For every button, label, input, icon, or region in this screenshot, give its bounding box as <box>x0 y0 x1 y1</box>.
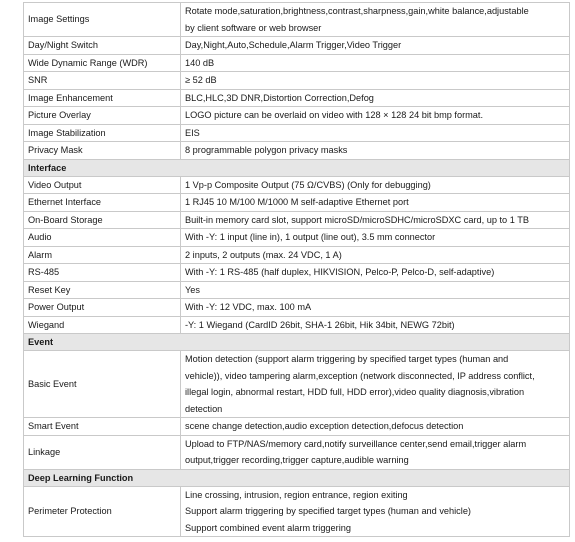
spec-label: Reset Key <box>24 281 181 299</box>
spec-row <box>24 89 570 107</box>
spec-value-line: Support alarm triggering by specified target types (human and vehicle) <box>185 506 471 516</box>
spec-label: Wide Dynamic Range (WDR) <box>24 54 181 72</box>
spec-row <box>24 486 570 537</box>
spec-label: RS-485 <box>24 264 181 282</box>
spec-label: Audio <box>24 229 181 247</box>
spec-value <box>181 54 570 72</box>
spec-value <box>181 124 570 142</box>
spec-value <box>181 299 570 317</box>
spec-table-body <box>24 3 570 537</box>
spec-label: Video Output <box>24 176 181 194</box>
spec-row <box>24 176 570 194</box>
spec-label: Basic Event <box>24 351 181 418</box>
spec-value-line: With -Y: 1 RS-485 (half duplex, HIKVISION, Pelco-P, Pelco-D, self-adaptive) <box>185 267 495 277</box>
spec-value-line: Day,Night,Auto,Schedule,Alarm Trigger,Video Trigger <box>185 40 402 50</box>
spec-value-line: LOGO picture can be overlaid on video with 128 × 128 24 bit bmp format. <box>185 110 483 120</box>
spec-row <box>24 194 570 212</box>
spec-value-line: scene change detection,audio exception detection,defocus detection <box>185 421 464 431</box>
spec-label: Perimeter Protection <box>24 486 181 537</box>
spec-label: Picture Overlay <box>24 107 181 125</box>
section-title: Event <box>24 334 570 351</box>
spec-value-line: -Y: 1 Wiegand (CardID 26bit, SHA-1 26bit, Hik 34bit, NEWG 72bit) <box>185 319 455 330</box>
spec-label: Image Settings <box>24 3 181 37</box>
section-header-row <box>24 334 570 351</box>
spec-row <box>24 107 570 125</box>
spec-value-line: Yes <box>185 284 200 295</box>
spec-row <box>24 3 570 37</box>
spec-label: Linkage <box>24 435 181 469</box>
spec-row <box>24 142 570 160</box>
spec-value <box>181 37 570 55</box>
spec-value-line: Motion detection (support alarm triggering by specified target types (human and <box>185 354 509 364</box>
spec-value-line: Upload to FTP/NAS/memory card,notify surveillance center,send email,trigger alarm <box>185 438 527 449</box>
spec-value-line: output,trigger recording,trigger capture,audible warning <box>185 455 409 465</box>
spec-value <box>181 281 570 299</box>
spec-label: Alarm <box>24 246 181 264</box>
section-header-row <box>24 469 570 486</box>
spec-label: Power Output <box>24 299 181 317</box>
section-title: Interface <box>24 159 570 176</box>
spec-row <box>24 229 570 247</box>
spec-value-line: Line crossing, intrusion, region entrance, region exiting <box>185 489 408 500</box>
spec-value-line: 2 inputs, 2 outputs (max. 24 VDC, 1 A) <box>185 249 342 260</box>
spec-label: SNR <box>24 72 181 90</box>
spec-value-line: 8 programmable polygon privacy masks <box>185 145 348 155</box>
spec-value-line: 140 dB <box>185 57 215 68</box>
spec-value <box>181 229 570 247</box>
spec-value <box>181 107 570 125</box>
spec-value <box>181 418 570 436</box>
spec-row <box>24 246 570 264</box>
section-title: Deep Learning Function <box>24 469 570 486</box>
spec-value <box>181 211 570 229</box>
spec-row <box>24 316 570 334</box>
spec-value-line: 1 Vp-p Composite Output (75 Ω/CVBS) (Only for debugging) <box>185 179 431 190</box>
spec-value-line: EIS <box>185 127 200 138</box>
spec-row <box>24 54 570 72</box>
spec-row <box>24 37 570 55</box>
spec-label: Day/Night Switch <box>24 37 181 55</box>
spec-row <box>24 72 570 90</box>
spec-value-line: by client software or web browser <box>185 22 322 33</box>
spec-label: Smart Event <box>24 418 181 436</box>
spec-value-line: Built-in memory card slot, support microSD/microSDHC/microSDXC card, up to 1 TB <box>185 214 529 225</box>
spec-value-line: Rotate mode,saturation,brightness,contrast,sharpness,gain,white balance,adjustable <box>185 6 529 16</box>
spec-label: Image Enhancement <box>24 89 181 107</box>
spec-value <box>181 264 570 282</box>
spec-row <box>24 211 570 229</box>
spec-value-line: Support combined event alarm triggering <box>185 522 351 533</box>
section-header-row <box>24 159 570 176</box>
spec-label: On-Board Storage <box>24 211 181 229</box>
spec-row <box>24 124 570 142</box>
spec-label: Image Stabilization <box>24 124 181 142</box>
spec-value-line: 1 RJ45 10 M/100 M/1000 M self-adaptive Ethernet port <box>185 197 409 207</box>
spec-value <box>181 246 570 264</box>
spec-row <box>24 418 570 436</box>
spec-value-line: With -Y: 1 input (line in), 1 output (line out), 3.5 mm connector <box>185 232 436 242</box>
spec-value <box>181 435 570 469</box>
spec-value <box>181 351 570 418</box>
spec-value-line: illegal login, abnormal restart, HDD full, HDD error),video quality diagnosis,vibration <box>185 387 525 397</box>
spec-row <box>24 281 570 299</box>
spec-label: Ethernet Interface <box>24 194 181 212</box>
spec-value <box>181 89 570 107</box>
spec-value <box>181 3 570 37</box>
spec-row <box>24 351 570 418</box>
spec-row <box>24 299 570 317</box>
spec-value-line: vehicle)), video tampering alarm,exception (network disconnected, IP address conflict, <box>185 370 535 381</box>
spec-value-line: With -Y: 12 VDC, max. 100 mA <box>185 302 312 312</box>
spec-value <box>181 72 570 90</box>
spec-value <box>181 194 570 212</box>
spec-label: Wiegand <box>24 316 181 334</box>
spec-value <box>181 486 570 537</box>
spec-value-line: ≥ 52 dB <box>185 75 217 85</box>
spec-value-line: detection <box>185 403 223 414</box>
spec-row <box>24 264 570 282</box>
spec-value-line: BLC,HLC,3D DNR,Distortion Correction,Defog <box>185 92 374 103</box>
spec-table <box>23 2 570 537</box>
spec-row <box>24 435 570 469</box>
spec-label: Privacy Mask <box>24 142 181 160</box>
spec-value <box>181 142 570 160</box>
spec-value <box>181 316 570 334</box>
spec-value <box>181 176 570 194</box>
